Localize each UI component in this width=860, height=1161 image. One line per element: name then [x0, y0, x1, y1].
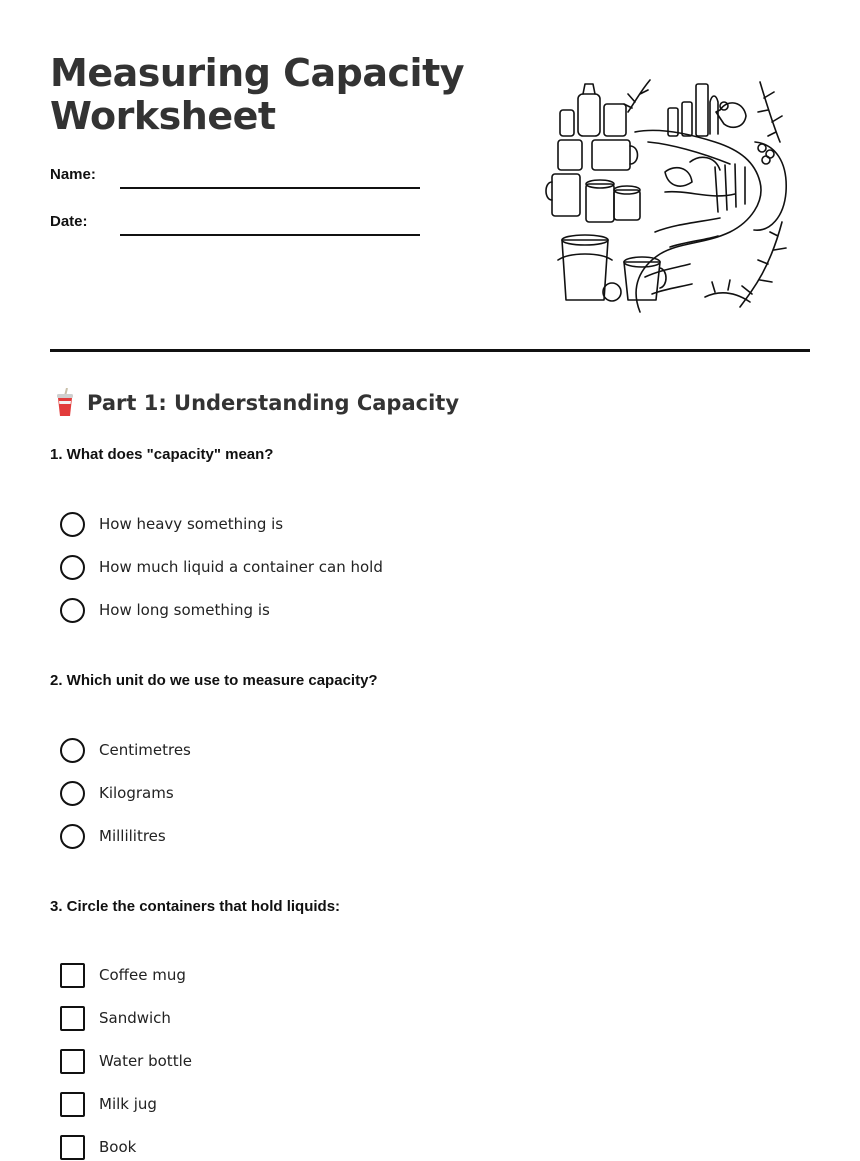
date-label: Date:	[50, 213, 88, 230]
q2-option[interactable]	[60, 738, 560, 764]
checkbox[interactable]	[60, 1092, 85, 1117]
checkbox[interactable]	[60, 1135, 85, 1160]
question-3: 3. Circle the containers that hold liquids:	[50, 898, 341, 915]
checkbox[interactable]	[60, 1049, 85, 1074]
date-field[interactable]	[50, 209, 430, 237]
option-label: How heavy something is	[99, 515, 284, 533]
q3-option[interactable]	[60, 1006, 560, 1032]
q3-option[interactable]	[60, 1049, 560, 1075]
q1-option[interactable]	[60, 555, 560, 581]
part1-title: Part 1: Understanding Capacity	[87, 391, 460, 415]
option-label: Book	[99, 1138, 137, 1156]
name-label: Name:	[50, 166, 96, 183]
option-label: Kilograms	[99, 784, 174, 802]
q3-option[interactable]	[60, 1092, 560, 1118]
option-label: Water bottle	[99, 1052, 192, 1070]
radio-button[interactable]	[60, 781, 85, 806]
title-line-2: Worksheet	[50, 94, 276, 138]
part1-heading	[50, 388, 650, 420]
option-label: Sandwich	[99, 1009, 171, 1027]
radio-button[interactable]	[60, 555, 85, 580]
q3-option[interactable]	[60, 963, 560, 989]
checkbox[interactable]	[60, 963, 85, 988]
date-write-line[interactable]	[120, 234, 420, 236]
question-2: 2. Which unit do we use to measure capacity?	[50, 672, 378, 689]
section-divider	[50, 349, 810, 352]
checkbox[interactable]	[60, 1006, 85, 1031]
title-line-1: Measuring Capacity	[50, 51, 465, 95]
q3-option[interactable]	[60, 1135, 560, 1161]
q1-option[interactable]	[60, 512, 560, 538]
option-label: Milk jug	[99, 1095, 157, 1113]
option-label: Centimetres	[99, 741, 191, 759]
option-label: How long something is	[99, 601, 270, 619]
containers-stream-illustration	[540, 72, 796, 316]
option-label: How much liquid a container can hold	[99, 558, 383, 576]
radio-button[interactable]	[60, 738, 85, 763]
drink-cup-icon	[54, 388, 76, 418]
q1-option[interactable]	[60, 598, 560, 624]
option-label: Millilitres	[99, 827, 166, 845]
question-1: 1. What does "capacity" mean?	[50, 446, 274, 463]
q2-option[interactable]	[60, 824, 560, 850]
radio-button[interactable]	[60, 598, 85, 623]
name-write-line[interactable]	[120, 187, 420, 189]
worksheet-title	[50, 52, 510, 138]
q2-option[interactable]	[60, 781, 560, 807]
radio-button[interactable]	[60, 512, 85, 537]
radio-button[interactable]	[60, 824, 85, 849]
option-label: Coffee mug	[99, 966, 186, 984]
name-field[interactable]	[50, 162, 430, 190]
